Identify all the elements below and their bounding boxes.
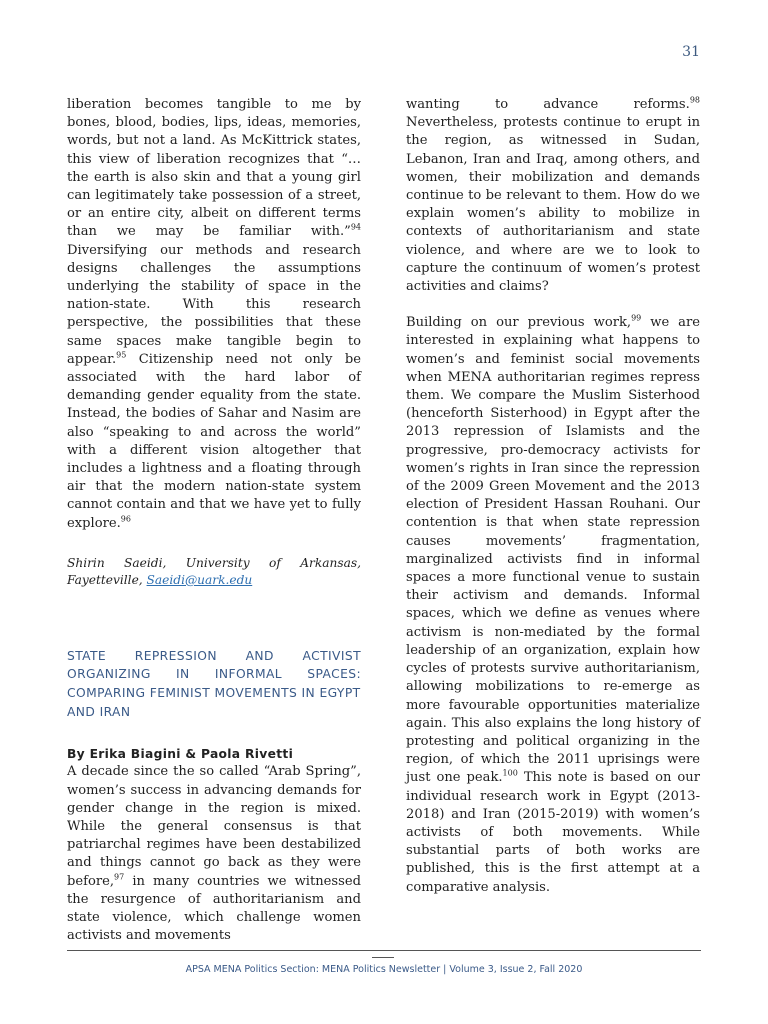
paragraph-previous-work: Building on our previous work,$^{99}$ we are interested in explaining what happens to women’s and feminist social movements when MENA authoritarian regimes repress them. We compare the Muslim Sisterhood (henceforth Sisterhood) in Egypt after the 2013 repression of Islamists and the progressive, pro-democracy activists for women’s rights in Iran since the repression of the 2009 Green Movement and the 2013 election of President Hassan Rouhani. Our contention is that when state repression causes movements’ fragmentation, marginalized activists find in informal spaces a more functional venue to sustain their activism and demands. Informal spaces, which we define as venues where activism is non-mediated by the formal leadership of an organization, explain how cycles of protests survive authoritarianism, allowing mobilizations to re-emerge as more favourable opportunities materialize again. This also explains the long history of protesting and political organizing in the region, of which the 2011 uprisings were just one peak.$^{100}$ This note is based on our individual research work in Egypt (2013-2018) and Iran (2015-2019) with women’s activists of both movements. While substantial parts of both works are published, this is the first attempt at a comparative analysis.	[406, 313, 700, 895]
paragraph-reforms: wanting to advance reforms.$^{98}$ Nevertheless, protests continue to erupt in the region, as witnessed in Sudan, Lebanon, Iran and Iraq, among others, and women, their mobilization and demands continue to be relevant to them. How do we explain women’s ability to mobilize in contexts of authoritarianism and state violence, and where are we to look to capture the continuum of women’s protest activities and claims?	[406, 95, 700, 295]
paragraph-liberation: liberation becomes tangible to me by bones, blood, bodies, lips, ideas, memories, words, but not a land. As McKittrick states, this view of liberation recognizes that “…the earth is also skin and that a young girl can legitimately take possession of a street, or an entire city, albeit on different terms than we may be familiar with.”$^{94}$ Diversifying our methods and research designs challenges the assumptions underlying the stability of space in the nation-state. With this research perspective, the possibilities that these same spaces make tangible begin to appear.$^{95}$ Citizenship need not only be associated with the hard labor of demanding gender equality from the state. Instead, the bodies of Sahar and Nasim are also “speaking to and across the world” with a different vision altogether that includes a lightness and a floating through air that the modern nation-state system cannot contain and that we have yet to fully explore.$^{96}$	[67, 97, 361, 531]
footnote-ref[interactable]: 96	[120, 514, 131, 524]
footnote-ref[interactable]: 95	[116, 350, 127, 360]
page-number: 31	[682, 44, 700, 60]
footnote-ref[interactable]: 94	[350, 223, 361, 233]
author-signature: Shirin Saeidi, University of Arkansas, Fayetteville, Saeidi@uark.edu	[67, 555, 361, 587]
paragraph-arab-spring: A decade since the so called “Arab Spring”, women’s success in advancing demands for gender change in the region is mixed. While the general consensus is that patriarchal regimes have been destabilized and things cannot go back as they were before,$^{97}$ in many countries we witnessed the resurgence of authoritarianism and state violence, which challenge women activists and movements	[67, 764, 361, 944]
left-column	[67, 96, 361, 945]
article-heading: STATE REPRESSION AND ACTIVIST ORGANIZING IN INFORMAL SPACES: COMPARING FEMINIST MOVEMENTS IN EGYPT AND IRAN	[67, 648, 361, 719]
footnote-ref[interactable]: 100	[502, 768, 518, 778]
footer-text: APSA MENA Politics Section: MENA Politics Newsletter | Volume 3, Issue 2, Fall 2020	[185, 964, 583, 975]
footnote-ref[interactable]: 99	[631, 313, 642, 323]
footer-tick-mark	[372, 957, 394, 958]
author-email-link[interactable]: Saeidi@uark.edu	[146, 572, 253, 587]
article-byline: By Erika Biagini & Paola Rivetti	[67, 747, 294, 762]
footnote-ref[interactable]: 97	[114, 872, 125, 882]
footnote-ref[interactable]: 98	[689, 95, 700, 105]
right-column	[406, 96, 700, 897]
footer-divider	[67, 950, 701, 951]
